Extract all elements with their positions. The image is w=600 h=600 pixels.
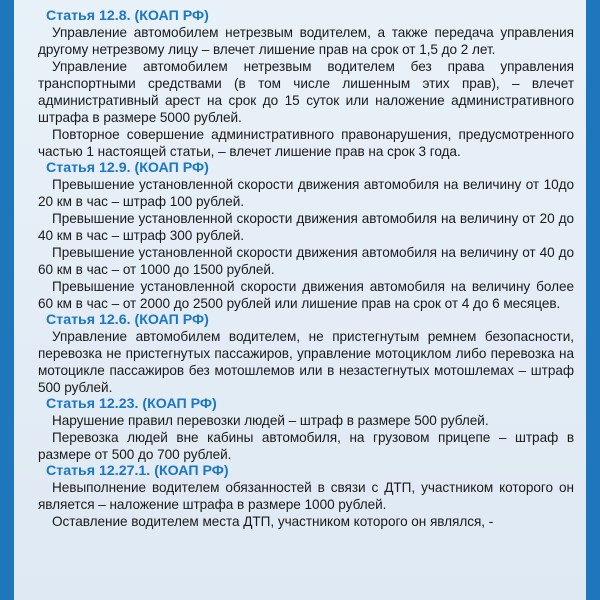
article-12-27-1 xyxy=(38,463,574,530)
article-code: (КОАП РФ) xyxy=(134,8,209,24)
article-number: Статья 12.23. xyxy=(46,396,139,412)
article-paragraph: Управление автомобилем нетрезвым водителем без права управления транспортными средствами (в том числе лишенным этих прав), – влечет административный арест на срок до 15 суток или наложение административного штрафа в размере 5000 рублей. xyxy=(38,59,574,125)
article-number: Статья 12.9. xyxy=(46,160,131,176)
article-paragraph: Оставление водителем места ДТП, участником которого он являлся, - xyxy=(52,514,494,529)
article-paragraph: Управление автомобилем водителем, не пристегнутым ремнем безопасности, перевозка не пристегнутых пассажиров, управление мотоциклом либо перевозка на мотоцикле пассажиров без мотошлемов или в незастегнутых мотошлемах – штраф 500 рублей. xyxy=(38,329,574,395)
article-paragraph: Превышение установленной скорости движения автомобиля на величину от 20 до 40 км в час – штраф 300 рублей. xyxy=(38,211,574,243)
article-paragraph: Управление автомобилем нетрезвым водителем, а также передача управления другому нетрезвому лицу – влечет лишение прав на срок от 1,5 до 2 лет. xyxy=(38,25,574,57)
article-code: (КОАП РФ) xyxy=(134,160,209,176)
article-12-9 xyxy=(38,160,574,312)
article-code: (КОАП РФ) xyxy=(154,463,229,479)
article-paragraph: Невыполнение водителем обязанностей в связи с ДТП, участником которого он является – наложение штрафа в размере 1000 рублей. xyxy=(38,480,574,512)
article-title xyxy=(46,8,574,24)
article-paragraph: Нарушение правил перевозки людей – штраф в размере 500 рублей. xyxy=(52,413,489,428)
article-paragraph: Превышение установленной скорости движения автомобиля на величину от 40 до 60 км в час – от 1000 до 1500 рублей. xyxy=(38,245,574,277)
article-title xyxy=(46,312,574,328)
article-12-23 xyxy=(38,396,574,463)
article-code: (КОАП РФ) xyxy=(134,312,209,328)
article-12-8 xyxy=(38,8,574,160)
article-paragraph: Повторное совершение административного правонарушения, предусмотренного частью 1 настоящей статьи, – влечет лишение прав на срок 3 года. xyxy=(38,127,574,159)
article-title xyxy=(46,396,574,412)
article-code: (КОАП РФ) xyxy=(142,396,217,412)
article-title xyxy=(46,160,574,176)
article-number: Статья 12.27.1. xyxy=(46,463,151,479)
article-paragraph: Превышение установленной скорости движения автомобиля на величину от 10до 20 км в час – штраф 100 рублей. xyxy=(38,177,574,209)
article-12-6 xyxy=(38,312,574,396)
article-number: Статья 12.6. xyxy=(46,312,131,328)
article-paragraph: Превышение установленной скорости движения автомобиля на величину более 60 км в час – от 2000 до 2500 рублей или лишение прав на срок от 4 до 6 месяцев. xyxy=(38,279,574,311)
article-paragraph: Перевозка людей вне кабины автомобиля, на грузовом прицепе – штраф в размере от 500 до 700 рублей. xyxy=(38,430,574,462)
document-page xyxy=(14,0,586,600)
article-number: Статья 12.8. xyxy=(46,8,131,24)
article-title xyxy=(46,463,574,479)
